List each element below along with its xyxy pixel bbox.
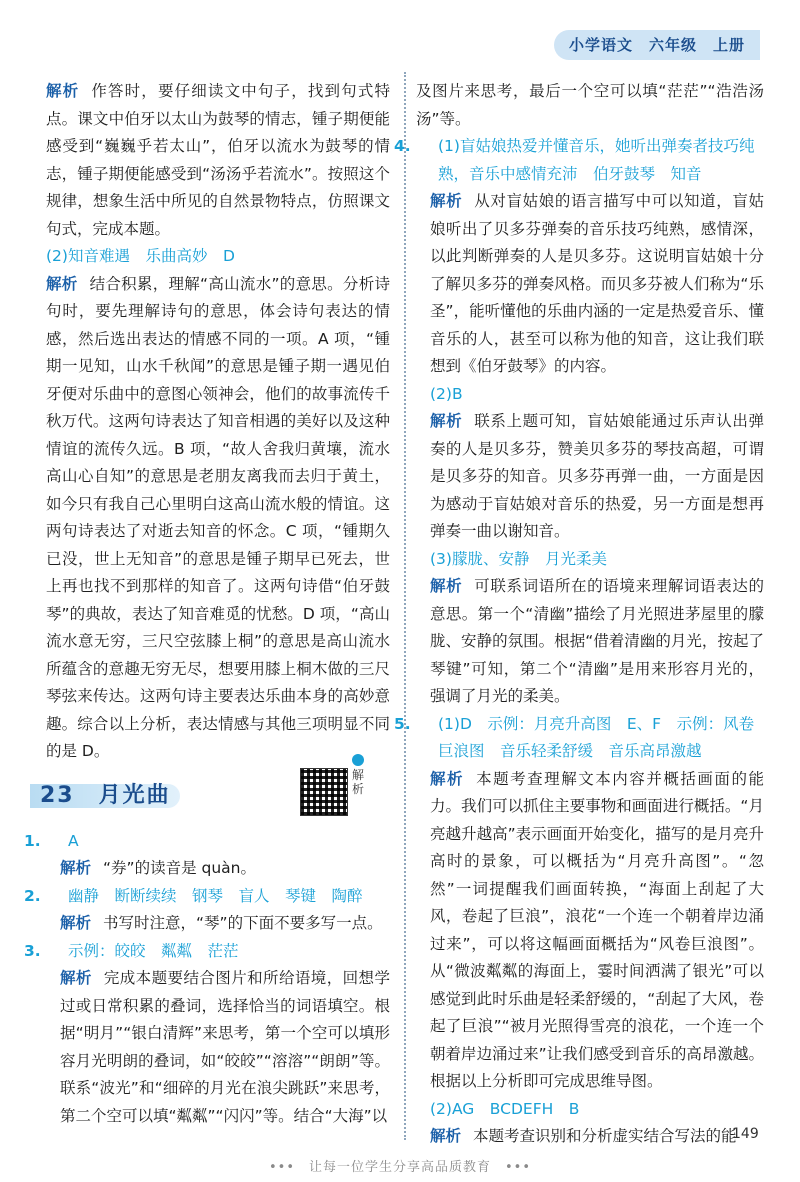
play-icon	[352, 754, 364, 766]
column-divider	[404, 72, 406, 1140]
explanation-label: 解析	[46, 82, 80, 100]
explanation-paragraph: 解析 结合积累，理解“高山流水”的意思。分析诗句时，要先理解诗句的意思，体会诗句表达的情感，然后选出表达的情感不同的一项。A 项，“锺期一见知，山水千秋闻”的意思是锺子期一遇见伯牙便对乐曲中的意图心领神会，他们的故事流传千秋万代。这两句诗表达了知音相遇的美好以及这种情谊的流传久远。B 项，“故人舍我归黄壤，流水高山心自知”的意思是老朋友离我而去归于黄土，如今只有我自己心里明白这高山流水般的情谊。这两句诗表达了对逝去知音的怀念。C 项，“锺期久已没，世上无知音”的意思是锺子期早已死去，世上再也找不到那样的知音了。这两句诗借“伯牙鼓琴”的典故，表达了知音难觅的忧愁。D 项，“高山流水意无穷，三尺空弦膝上桐”的意思是高山流水所蕴含的意趣无穷无尽，想要用膝上桐木做的三尺琴弦来传达。这两句诗主要表达乐曲本身的高妙意趣。综合以上分析，表达情感与其他三项明显不同的是 D。	[46, 274, 390, 760]
right-column	[394, 78, 764, 1151]
answer-line: (2)B	[430, 384, 463, 403]
qr-label: 解析	[352, 767, 365, 796]
explanation-paragraph: 解析 书写时注意，“琴”的下面不要多写一点。	[60, 914, 383, 932]
question-answer: 5. (1)D 示例：月亮升高图 E、F 示例：风卷巨浪图 音乐轻柔舒缓 音乐高昂激越	[416, 711, 764, 766]
section-title: 23 月光曲	[40, 782, 171, 808]
left-column	[24, 78, 390, 1130]
qr-code-icon[interactable]	[300, 768, 348, 816]
explanation-label: 解析	[430, 577, 463, 595]
continued-paragraph: 及图片来思考，最后一个空可以填“茫茫”“浩浩汤汤”等。	[416, 82, 764, 128]
section-header	[30, 767, 365, 814]
explanation-paragraph: 解析 本题考查理解文本内容并概括画面的能力。我们可以抓住主要事物和画面进行概括。“月亮越升越高”表示画面开始变化，描写的是月亮升高时的景象，可以概括为“月亮升高图”。“忽然”一词提醒我们画面转换，“海面上刮起了大风，卷起了巨浪”，浪花“一个连一个朝着岸边涌过来”，可以将这幅画面概括为“风卷巨浪图”。从“微波粼粼的海面上，霎时间洒满了银光”可以感觉到此时乐曲是轻柔舒缓的，“刮起了大风，卷起了巨浪”“被月光照得雪亮的浪花，一个连一个朝着岸边涌过来”让我们感受到音乐的高昂激越。根据以上分析即可完成思维导图。	[430, 769, 764, 1090]
explanation-paragraph: 解析 “券”的读音是 quàn。	[60, 859, 256, 877]
page-number: 149	[732, 1126, 759, 1142]
explanation-label: 解析	[430, 769, 465, 788]
question-number: 1.	[24, 831, 41, 850]
explanation-label: 解析	[60, 969, 92, 987]
footer-slogan: ••• 让每一位学生分享高品质教育 •••	[268, 1160, 531, 1175]
explanation-paragraph: 解析 联系上题可知，盲姑娘能通过乐声认出弹奏的人是贝多芬，赞美贝多芬的琴技高超，可谓是贝多芬的知音。贝多芬再弹一曲，一方面是因为感动于盲姑娘对音乐的热爱，另一方面是想再弹奏一曲以谢知音。	[430, 412, 764, 540]
question-number: 3.	[24, 941, 41, 960]
question-answer: 4. (1)盲姑娘热爱并懂音乐，她听出弹奏者技巧纯熟，音乐中感情充沛 伯牙鼓琴 知音	[416, 133, 764, 188]
explanation-paragraph: 解析 本题考查识别和分析虚实结合写法的能	[430, 1127, 737, 1145]
answer-line: (2)知音难遇 乐曲高妙 D	[46, 247, 235, 265]
explanation-paragraph: 解析 完成本题要结合图片和所给语境，回想学过或日常积累的叠词，选择恰当的词语填空。根据“明月”“银白清辉”来思考，第一个空可以填形容月光明朗的叠词，如“皎皎”“溶溶”“朗朗”等。联系“波光”和“细碎的月光在浪尖跳跃”来思考，第二个空可以填“粼粼”“闪闪”等。结合“大海”以	[60, 969, 390, 1125]
explanation-label: 解析	[430, 412, 463, 430]
question-number: 4.	[394, 137, 411, 155]
explanation-label: 解析	[430, 192, 463, 210]
answer-line: (2)AG BCDEFH B	[430, 1099, 580, 1118]
explanation-paragraph: 解析 从对盲姑娘的语言描写中可以知道，盲姑娘听出了贝多芬弹奏的音乐技巧纯熟，感情深，以此判断弹奏的人是贝多芬。这说明盲姑娘十分了解贝多芬的弹奏风格。而贝多芬被人们称为“乐圣”，能听懂他的乐曲内涵的一定是热爱音乐、懂音乐的人，甚至可以称为他的知音，这让我们联想到《伯牙鼓琴》的内容。	[430, 192, 764, 375]
question-number: 5.	[394, 714, 411, 733]
answer-line: (3)朦胧、安静 月光柔美	[430, 549, 607, 568]
question-number: 2.	[24, 886, 41, 905]
explanation-paragraph: 解析 作答时，要仔细读文中句子，找到句式特点。课文中伯牙以太山为鼓琴的情志，锺子期便能感受到“巍巍乎若太山”，伯牙以流水为鼓琴的情志，锺子期便能感受到“汤汤乎若流水”。按照这个规律，想象生活中所见的自然景物特点，仿照课文句式，完成本题。	[46, 82, 390, 238]
explanation-label: 解析	[430, 1127, 462, 1145]
explanation-paragraph: 解析 可联系词语所在的语境来理解词语表达的意思。第一个“清幽”描绘了月光照进茅屋里的朦胧、安静的氛围。根据“借着清幽的月光，按起了琴键”可知，第二个“清幽”是用来形容月光的，强调了月光的柔美。	[430, 577, 764, 705]
explanation-label: 解析	[60, 914, 92, 932]
explanation-label: 解析	[60, 859, 92, 877]
question-answer: 2. 幽静 断断续续 钢琴 盲人 琴键 陶醉	[46, 883, 390, 911]
question-answer: 1. A	[46, 828, 390, 856]
question-answer: 3. 示例：皎皎 粼粼 茫茫	[46, 938, 390, 966]
header-badge: 小学语文 六年级 上册	[554, 30, 760, 60]
explanation-label: 解析	[46, 274, 78, 293]
